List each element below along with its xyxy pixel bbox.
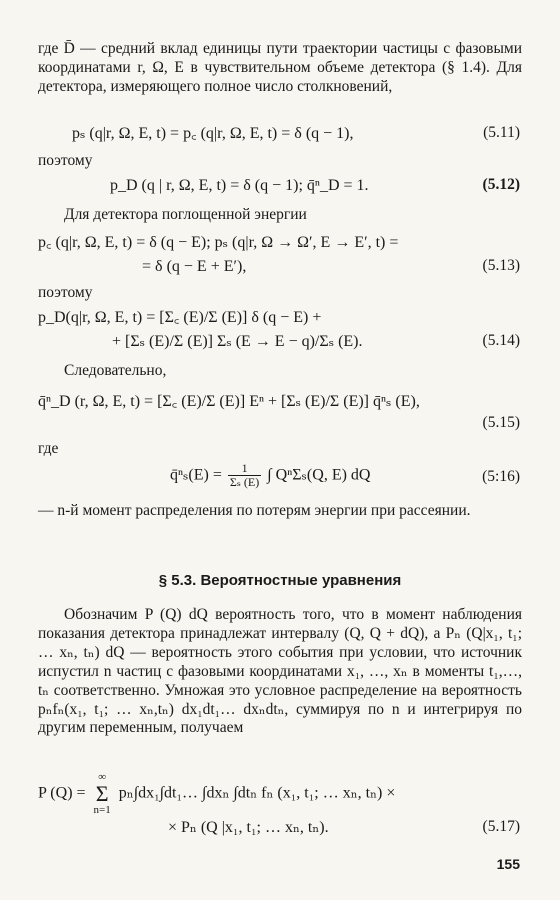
- moment-text: — n-й момент распределения по потерям энергии при рассеянии.: [38, 502, 471, 519]
- therefore-text-1: поэтому: [38, 152, 93, 169]
- where-text: где: [38, 440, 59, 457]
- summation-sign: Σ: [95, 781, 109, 806]
- equation-5-17-rhs: pₙ∫dx₁∫dt₁… ∫dxₙ ∫dtₙ fₙ (x₁, t₁; … xₙ, tₙ) ×: [118, 784, 396, 802]
- absorbed-energy-intro: Для детектора поглощенной энергии: [64, 206, 307, 223]
- main-paragraph: Обозначим P (Q) dQ вероятность того, что в момент наблюдения показания детектора принадлежат интервалу (Q, Q + dQ), а Pₙ (Q|x₁, t₁; … xₙ, tₙ) dQ — вероятность этого события при условии, что источник испустил n частиц с фазовыми координатами x₁, …, xₙ в моменты t₁,…, tₙ соответственно. Умножая это условное распределение на вероятность pₙfₙ(x₁, t₁; … xₙ,tₙ) dx₁dt₁… dxₙdtₙ, суммируя по n и интегрируя по другим переменным, получаем: [38, 606, 522, 737]
- equation-5-12-number: (5.12): [482, 176, 520, 193]
- summation-lower-limit: n=1: [93, 804, 111, 816]
- equation-5-17-number: (5.17): [482, 818, 520, 835]
- equation-5-13-number: (5.13): [482, 257, 520, 274]
- equation-5-16: [170, 462, 370, 489]
- equation-5-14-line-1: p_D(q|r, Ω, E, t) = [Σ꜀ (E)/Σ (E)] δ (q − E) +: [38, 309, 322, 326]
- equation-5-16-fraction: [228, 462, 261, 489]
- intro-paragraph: где D̄ — средний вклад единицы пути траектории частицы с фазовыми координатами r, Ω, E в чувствительном объеме детектора (§ 1.4). Для детектора, измеряющего полное число столкновений,: [38, 40, 522, 95]
- equation-5-15: q̄ⁿ_D (r, Ω, E, t) = [Σ꜀ (E)/Σ (E)] Eⁿ + [Σₛ (E)/Σ (E)] q̄ⁿₛ (E),: [38, 393, 420, 410]
- equation-5-16-denominator: Σₛ (E): [229, 475, 260, 490]
- equation-5-17-line-2: × Pₙ (Q |x₁, t₁; … xₙ, tₙ).: [168, 819, 329, 836]
- equation-5-13-line-1: p꜀ (q|r, Ω, E, t) = δ (q − E); pₛ (q|r, Ω → Ω′, E → E′, t) =: [38, 234, 399, 251]
- equation-5-12: p_D (q | r, Ω, E, t) = δ (q − 1); q̄ⁿ_D = 1.: [110, 177, 369, 194]
- section-heading: § 5.3. Вероятностные уравнения: [158, 572, 402, 589]
- equation-5-17-lhs: P (Q) =: [38, 784, 86, 802]
- equation-5-17-line-1: [38, 772, 395, 816]
- equation-5-14-line-2: + [Σₛ (E)/Σ (E)] Σₛ (E → E − q)/Σₛ (E).: [112, 333, 363, 350]
- equation-5-16-numerator: 1: [228, 462, 261, 476]
- equation-5-11: pₛ (q|r, Ω, E, t) = p꜀ (q|r, Ω, E, t) = δ (q − 1),: [72, 125, 354, 142]
- equation-5-16-rhs: ∫ QⁿΣₛ(Q, E) dQ: [267, 466, 371, 484]
- equation-5-14-number: (5.14): [482, 332, 520, 349]
- equation-5-11-number: (5.11): [483, 124, 520, 141]
- summation-upper-limit: ∞: [98, 771, 107, 783]
- page-number: 155: [496, 856, 520, 872]
- therefore-text-2: поэтому: [38, 284, 93, 301]
- equation-5-13-line-2: = δ (q − E + E′),: [142, 258, 247, 275]
- equation-5-15-number: (5.15): [482, 414, 520, 431]
- equation-5-16-number: (5:16): [482, 468, 520, 485]
- equation-5-16-lhs: q̄ⁿₛ(E) =: [170, 466, 222, 484]
- equation-5-17-summation: [94, 772, 111, 816]
- consequently-text: Следовательно,: [64, 362, 167, 379]
